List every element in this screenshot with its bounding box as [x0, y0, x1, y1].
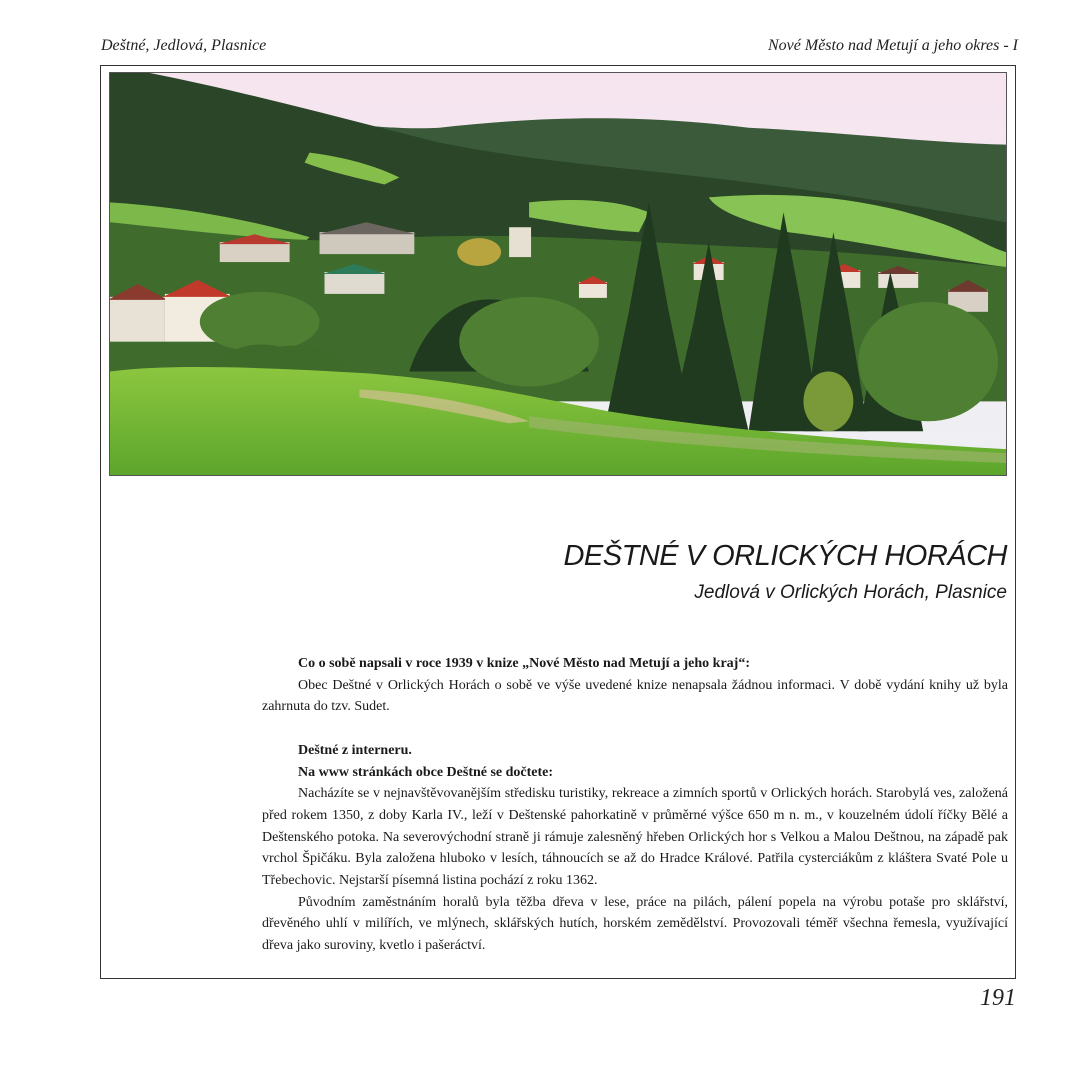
paragraph-gap — [262, 718, 1008, 740]
page-subtitle: Jedlová v Orlických Horách, Plasnice — [694, 582, 1007, 603]
section-heading: Co o sobě napsali v roce 1939 v knize „Nové Město nad Metují a jeho kraj“: — [298, 656, 750, 671]
article-body — [262, 653, 1008, 957]
page-number: 191 — [980, 985, 1016, 1011]
landscape-photo-icon — [110, 73, 1006, 475]
paragraph: Původním zaměstnáním horalů byla těžba dřeva v lese, práce na pilách, pálení popela na výrobu potaše pro sklářství, dřevěného uhlí v milířích, ve mlýnech, sklářských hutích, horském zemědělství. Provozovali téměř všechna řemesla, využívající dřeva jako suroviny, kvetlo i pašeráctví. — [262, 894, 1008, 954]
landscape-photo — [109, 72, 1007, 476]
paragraph: Obec Deštné v Orlických Horách o sobě ve výše uvedené knize nenapsala žádnou informaci. V době vydání knihy už byla zahrnuta do tzv. Sudet. — [262, 677, 1008, 715]
running-header-right: Nové Město nad Metují a jeho okres - I — [767, 37, 1018, 54]
running-header-left: Deštné, Jedlová, Plasnice — [101, 37, 267, 54]
page-title: DEŠTNÉ V ORLICKÝCH HORÁCH — [563, 540, 1007, 572]
paragraph: Nacházíte se v nejnavštěvovanějším středisku turistiky, rekreace a zimních sportů v Orlických horách. Starobylá ves, založená před rokem 1350, z doby Karla IV., leží v Deštenské pahorkatině v průměrné výšce 650 m n. m., v kouzelném údolí říčky Bělé a Deštenského potoka. Na severovýchodní straně ji rámuje zalesněný hřeben Orlických hor s Velkou a Malou Deštnou, na západě pak vrchol Špičáku. Byla založena hluboko v lesích, táhnoucích se až do Hradce Králové. Patřila cysterciákům z kláštera Svaté Pole u Třebechovic. Nejstarší písemná listina pochází z roku 1362. — [262, 786, 1008, 889]
section-heading: Deštné z interneru. — [298, 742, 412, 758]
section-heading: Na www stránkách obce Deštné se dočtete: — [298, 764, 554, 780]
